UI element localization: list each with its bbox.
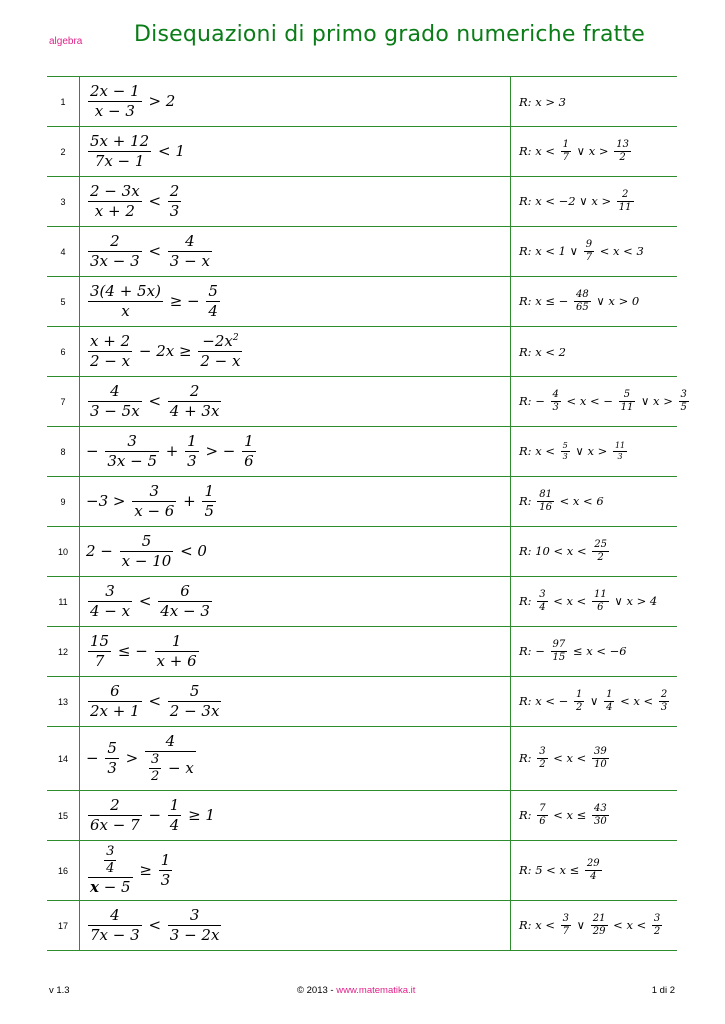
exercise-number: 7 — [47, 377, 80, 427]
solution: R: x < −2 ∨ x > $\frac{2}{11}$ — [511, 177, 678, 227]
exercise-number: 14 — [47, 727, 80, 791]
inequality: −3 > $\frac{3}{x - 6}$ + $\frac{1}{5}$ — [80, 477, 511, 527]
inequality: $\frac{5x + 12}{7x - 1}$ < 1 — [80, 127, 511, 177]
inequality: $\frac{3(4 + 5x)}{x}$ ≥ − $\frac{5}{4}$ — [80, 277, 511, 327]
inequality: $\frac{6}{2x + 1}$ < $\frac{5}{2 - 3x}$ — [80, 677, 511, 727]
exercise-row — [47, 841, 677, 901]
exercise-number: 17 — [47, 901, 80, 951]
inequality: $\frac{2}{3x - 3}$ < $\frac{4}{3 - x}$ — [80, 227, 511, 277]
inequality: $\frac{x + 2}{2 - x}$ − 2x ≥ $\frac{-2x^2}{2 - x}$ — [80, 327, 511, 377]
inequality: $\frac{4}{7x - 3}$ < $\frac{3}{3 - 2x}$ — [80, 901, 511, 951]
inequality: − $\frac{5}{3}$ > 4 $\frac{3}{2}$ − x — [80, 727, 511, 791]
inequality: $\frac{\frac{3}{4}}{x - 5}$ ≥ $\frac{1}{3}$ — [80, 841, 511, 901]
exercise-row — [47, 277, 677, 327]
exercise-row — [47, 477, 677, 527]
exercise-row — [47, 677, 677, 727]
solution: R: x < 1 ∨ $\frac{9}{7}$ < x < 3 — [511, 227, 678, 277]
exercise-number: 5 — [47, 277, 80, 327]
solution: R: 10 < x < $\frac{25}{2}$ — [511, 527, 678, 577]
exercise-number: 15 — [47, 791, 80, 841]
exercise-row — [47, 791, 677, 841]
exercise-number: 6 — [47, 327, 80, 377]
inequality: $\frac{2x - 1}{x - 3}$ > 2 — [80, 77, 511, 127]
exercise-row — [47, 577, 677, 627]
solution: R: x ≤ − $\frac{48}{65}$ ∨ x > 0 — [511, 277, 678, 327]
exercise-row — [47, 527, 677, 577]
solution: R: x > 3 — [511, 77, 678, 127]
exercise-number: 2 — [47, 127, 80, 177]
solution: R: x < $\frac{3}{7}$ ∨ $\frac{21}{29}$ < x < $\frac{3}{2}$ — [511, 901, 678, 951]
exercise-row — [47, 627, 677, 677]
inequality: $\frac{2}{6x - 7}$ − $\frac{1}{4}$ ≥ 1 — [80, 791, 511, 841]
exercise-number: 12 — [47, 627, 80, 677]
exercise-row — [47, 427, 677, 477]
exercise-row — [47, 177, 677, 227]
solution: R: x < 2 — [511, 327, 678, 377]
copyright-text: © 2013 - — [297, 985, 337, 996]
exercise-row — [47, 77, 677, 127]
solution: R: $\frac{81}{16}$ < x < 6 — [511, 477, 678, 527]
exercise-row — [47, 901, 677, 951]
exercise-row — [47, 727, 677, 791]
solution: R: x < $\frac{5}{3}$ ∨ x > $\frac{11}{3}$ — [511, 427, 678, 477]
exercise-row — [47, 377, 677, 427]
inequality: $\frac{3}{4 - x}$ < $\frac{6}{4x - 3}$ — [80, 577, 511, 627]
exercise-number: 16 — [47, 841, 80, 901]
solution: R: $\frac{7}{6}$ < x ≤ $\frac{43}{30}$ — [511, 791, 678, 841]
solution: R: $\frac{3}{2}$ < x < $\frac{39}{10}$ — [511, 727, 678, 791]
exercise-row — [47, 327, 677, 377]
exercise-number: 3 — [47, 177, 80, 227]
website-link[interactable]: www.matematika.it — [336, 985, 416, 996]
exercise-number: 9 — [47, 477, 80, 527]
page-number: 1 di 2 — [651, 985, 675, 996]
exercise-number: 13 — [47, 677, 80, 727]
exercise-number: 11 — [47, 577, 80, 627]
solution: R: 5 < x ≤ $\frac{29}{4}$ — [511, 841, 678, 901]
solution: R: $\frac{3}{4}$ < x < $\frac{11}{6}$ ∨ x > 4 — [511, 577, 678, 627]
inequality: $\frac{2 - 3x}{x + 2}$ < $\frac{2}{3}$ — [80, 177, 511, 227]
exercise-row — [47, 127, 677, 177]
subject-label: algebra — [49, 36, 83, 47]
solution: R: x < $\frac{1}{7}$ ∨ x > $\frac{13}{2}$ — [511, 127, 678, 177]
exercise-number: 1 — [47, 77, 80, 127]
exercise-number: 10 — [47, 527, 80, 577]
exercise-number: 4 — [47, 227, 80, 277]
exercise-row — [47, 227, 677, 277]
solution: R: x < − $\frac{1}{2}$ ∨ $\frac{1}{4}$ < x < $\frac{2}{3}$ — [511, 677, 678, 727]
inequality: − $\frac{3}{3x - 5}$ + $\frac{1}{3}$ > − $\frac{1}{6}$ — [80, 427, 511, 477]
version-label: v 1.3 — [49, 985, 70, 996]
exercise-number: 8 — [47, 427, 80, 477]
inequality: $\frac{15}{7}$ ≤ − $\frac{1}{x + 6}$ — [80, 627, 511, 677]
solution: R: − $\frac{4}{3}$ < x < − $\frac{5}{11}$ ∨ x > $\frac{3}{5}$ — [511, 377, 678, 427]
exercise-table — [47, 76, 687, 951]
solution: R: − $\frac{97}{15}$ ≤ x < −6 — [511, 627, 678, 677]
inequality: $\frac{4}{3 - 5x}$ < $\frac{2}{4 + 3x}$ — [80, 377, 511, 427]
copyright — [297, 985, 415, 996]
page-title: Disequazioni di primo grado numeriche fratte — [134, 22, 646, 47]
inequality: 2 − $\frac{5}{x - 10}$ < 0 — [80, 527, 511, 577]
